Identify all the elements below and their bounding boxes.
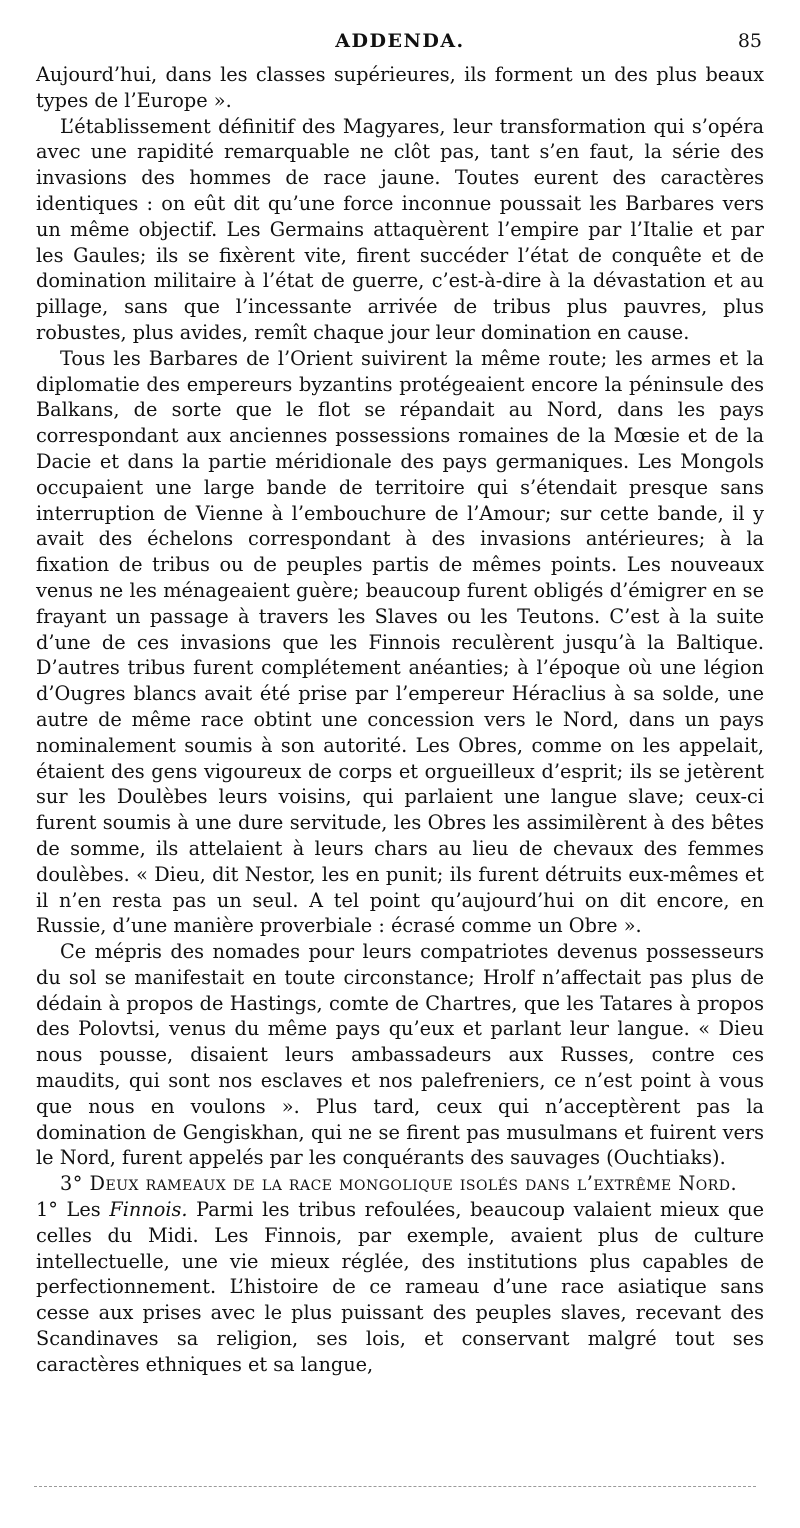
footer-rule — [34, 1486, 756, 1487]
subsection-text: Parmi les tribus refoulées, beaucoup valaient mieux que celles du Midi. Les Finnois, par exemple, avaient plus de culture intellectuelle, une vie mieux réglée, des institutions plus capables de perfectionnement. L’histoire de ce rameau d’une race asiatique sans cesse aux prises avec le plus puissant des peuples slaves, recevant des Scandinaves sa religion, ses lois, et conservant malgré tout ses caractères ethniques et sa langue, — [36, 1198, 764, 1376]
paragraph-2: L’établissement définitif des Magyares, leur transformation qui s’opéra avec une rapidité remarquable ne clôt pas, tant s’en faut, la série des invasions des hommes de race jaune. Toutes eurent des caractères identiques : on eût dit qu’une force inconnue poussait les Barbares vers un même objectif. Les Germains attaquèrent l’empire par l’Italie et par les Gaules; ils se fixèrent vite, firent succéder l’état de conquête et de domination militaire à l’état de guerre, c’est-à-dire à la dévastation et au pillage, sans que l’incessante arrivée de tribus plus pauvres, plus robustes, plus avides, remît chaque jour leur domination en cause. — [36, 114, 764, 344]
paragraph-1: Aujourd’hui, dans les classes supérieures, ils forment un des plus beaux types de l’Europe ». — [36, 63, 764, 112]
subsection-paragraph — [36, 1197, 764, 1378]
body-text — [36, 62, 764, 1378]
paragraph-4: Ce mépris des nomades pour leurs compatriotes devenus possesseurs du sol se manifestait en toute circonstance; Hrolf n’affectait pas plus de dédain à propos de Hastings, comte de Chartres, que les Tatares à propos des Polovtsi, venus du même pays qu’eux et parlant leur langue. « Dieu nous pousse, disaient leurs ambassadeurs aux Russes, contre ces maudits, qui sont nos esclaves et nos palefreniers, ce n’est point à vous que nous en voulons ». Plus tard, ceux qui n’acceptèrent pas la domination de Gengiskhan, qui ne se firent pas musulmans et fuirent vers le Nord, furent appelés par les conquérants des sauvages (Ouchtiaks). — [36, 940, 764, 1170]
running-title: ADDENDA. — [335, 30, 465, 52]
section-heading: 3° Deux rameaux de la race mongolique isolés dans l’extrême Nord. — [60, 1172, 738, 1196]
paragraph-3: Tous les Barbares de l’Orient suivirent la même route; les armes et la diplomatie des empereurs byzantins protégeaient encore la péninsule des Balkans, de sorte que le flot se répandait au Nord, dans les pays correspondant aux anciennes possessions romaines de la Mœsie et de la Dacie et dans la partie méridionale des pays germaniques. Les Mongols occupaient une large bande de territoire qui s’étendait presque sans interruption de Vienne à l’embouchure de l’Amour; sur cette bande, il y avait des échelons correspondant à des invasions antérieures; à la fixation de tribus ou de peuples partis de mêmes points. Les nouveaux venus ne les ménageaient guère; beaucoup furent obligés d’émigrer en se frayant un passage à travers les Slaves ou les Teutons. C’est à la suite d’une de ces invasions que les Finnois reculèrent jusqu’à la Baltique. D’autres tribus furent complétement anéanties; à l’époque où une légion d’Ougres blancs avait été prise par l’empereur Héraclius à sa solde, une autre de même race obtint une concession vers le Nord, dans un pays nominalement soumis à son autorité. Les Obres, comme on les appelait, étaient des gens vigoureux de corps et orgueilleux d’esprit; ils se jetèrent sur les Doulèbes leurs voisins, qui parlaient une langue slave; ceux-ci furent soumis à une dure servitude, les Obres les assimilèrent à des bêtes de somme, ils attelaient à leurs chars au lieu de chevaux des femmes doulèbes. « Dieu, dit Nestor, les en punit; ils furent détruits eux-mêmes et il n’en resta pas un seul. A tel point qu’aujourd’hui on dit encore, en Russie, d’une manière proverbiale : écrasé comme un Obre ». — [36, 346, 764, 938]
subsection-term: Finnois. — [109, 1198, 188, 1222]
page-header — [0, 30, 800, 60]
page-number: 85 — [737, 30, 762, 52]
subsection-prefix: 1° Les — [36, 1198, 101, 1222]
